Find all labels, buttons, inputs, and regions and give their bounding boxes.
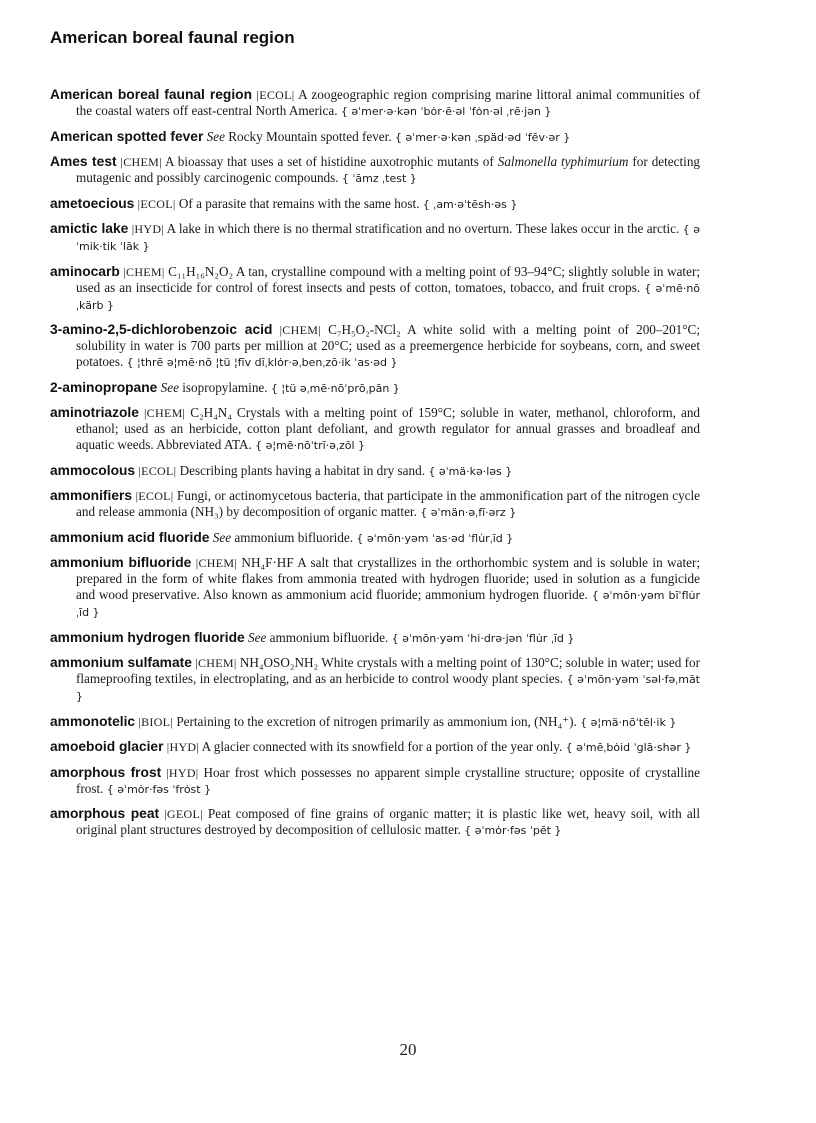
dictionary-entry (50, 630, 700, 647)
dictionary-entry (50, 714, 700, 731)
dictionary-entry (50, 806, 700, 839)
entry-pronunciation: { ˌam·əˈtēsh·əs } (422, 197, 518, 211)
entry-headword: ametoecious (50, 195, 135, 211)
entry-pronunciation: { əˈmōn·yəm ˈsəl·fəˌmāt } (76, 673, 700, 703)
dictionary-entry (50, 264, 700, 314)
entry-pronunciation: { ¦thrē ə¦mē·nō ¦tü ¦fīv dīˌklȯr·əˌbenˌzō·ik ˈas·əd } (126, 356, 398, 369)
dictionary-entry (50, 87, 700, 120)
dictionary-entry (50, 221, 700, 255)
entry-headword: amictic lake (50, 221, 129, 236)
entry-category: |ECOL| (135, 489, 174, 503)
entry-category: |CHEM| (279, 323, 321, 337)
entry-category: |GEOL| (164, 807, 203, 821)
entry-category: |CHEM| (123, 264, 165, 279)
dictionary-entry (50, 530, 700, 547)
entry-pronunciation: { ə¦mä·nōˈtēl·ik } (580, 715, 677, 729)
entry-headword: ammonotelic (50, 713, 136, 729)
entry-headword: ammonium bifluoride (50, 555, 192, 570)
dictionary-entry (50, 765, 700, 798)
entry-category: |HYD| (166, 740, 200, 754)
entry-pronunciation: { əˈmä·kə·ləs } (428, 464, 513, 478)
dictionary-entry (50, 463, 700, 480)
entry-definition: A lake in which there is no thermal stratification and no overturn. These lakes occur in the arctic. (166, 221, 680, 236)
entry-definition: A zoogeographic region comprising marine littoral animal communities of the coastal waters off east-central North America. (76, 87, 701, 118)
running-head: American boreal faunal region (50, 28, 295, 47)
entry-definition: A bioassay that uses a set of histidine auxotrophic mutants of (165, 154, 494, 169)
dictionary-entry (50, 380, 700, 397)
entry-definition: Describing plants having a habitat in dry sand. (179, 462, 426, 478)
entry-italic-text: See (160, 379, 179, 395)
entry-headword: 2-aminopropane (50, 379, 158, 395)
entry-definition: Pertaining to the excretion of nitrogen primarily as ammonium ion, (NH₄⁺). (176, 713, 577, 729)
entry-category: |ECOL| (137, 196, 176, 211)
entry-headword: Ames test (50, 154, 117, 169)
entry-definition-cont: ammonium bifluoride. (269, 629, 389, 645)
entry-definition: NH₄OSO₂NH₂ White crystals with a melting point of 130°C; soluble in water; used for flameproofing textiles, in electroplating, and as an herbicide to control woody plant species. (76, 655, 701, 686)
entry-pronunciation: { əˈmēˌbȯid ˈglā·shər } (565, 741, 692, 754)
entry-italic-text: See (206, 128, 225, 144)
entry-headword: American boreal faunal region (50, 87, 253, 102)
entry-category: |ECOL| (256, 88, 295, 102)
entry-pronunciation: { əˈmȯr·fəs ˈfrȯst } (106, 782, 212, 796)
entry-headword: aminotriazole (50, 405, 139, 420)
dictionary-entry (50, 129, 700, 146)
entry-pronunciation: { əˈmȯr·fəs ˈpēt } (464, 824, 562, 837)
entry-definition: A glacier connected with its snowfield for a portion of the year only. (201, 739, 563, 754)
entry-definition: C₂H₄N₄ Crystals with a melting point of 159°C; soluble in water, methanol, chloroform, and ethanol; used as an herbicide, cotton plant defoliant, and growth regulator for annual grasses and broadleaf and aquatic weeds. Abbreviated ATA. (76, 405, 701, 452)
entry-headword: ammonium sulfamate (50, 655, 192, 670)
entry-headword: amorphous peat (50, 806, 160, 821)
entry-definition: NH₄F·HF A salt that crystallizes in the orthorhombic system and is soluble in water; prepared in the form of white flakes from ammonia treated with hydrogen fluoride; used in solution as a fungicide and wood preservative. Also known as ammonium acid fluoride; ammonium hydrogen fluoride. (76, 555, 701, 602)
dictionary-entries (50, 87, 700, 848)
entry-pronunciation: { əˈmer·ə·kən ˈbȯr·ē·əl ˈfȯn·əl ˌrē·jən } (340, 105, 552, 118)
entry-definition: Peat composed of fine grains of organic matter; it is plastic like wet, heavy soil, with all original plant structures destroyed by decomposition of cellulosic matter. (76, 806, 701, 837)
entry-pronunciation: { əˈmē·nōˌkärb } (76, 281, 701, 312)
entry-definition-cont: Rocky Mountain spotted fever. (228, 128, 392, 144)
dictionary-entry (50, 196, 700, 213)
page-number: 20 (399, 1040, 417, 1059)
entry-category: |BIOL| (138, 714, 174, 729)
entry-category: |CHEM| (195, 556, 238, 570)
entry-definition-cont: ammonium bifluoride. (234, 529, 354, 545)
dictionary-entry (50, 655, 700, 705)
entry-headword: aminocarb (50, 263, 120, 279)
entry-headword: ammonium hydrogen fluoride (50, 629, 245, 645)
dictionary-entry (50, 488, 700, 521)
entry-italic-text: See (212, 529, 232, 545)
entry-pronunciation: { ¦tü əˌmē·nōˈprōˌpān } (270, 381, 400, 395)
dictionary-entry (50, 405, 700, 454)
entry-pronunciation: { ˈāmz ˌtest } (341, 172, 417, 185)
entry-category: |CHEM| (120, 155, 162, 169)
entry-definition: C₁₁H₁₆N₂O₂ A tan, crystalline compound with a melting point of 93–94°C; slightly soluble in water; used as an insecticide for control of forest insects and pests of cotton, tomatoes, tobacco, and fruit crops. (76, 263, 700, 295)
entry-pronunciation: { əˈmer·ə·kən ˌspäd·əd ˈfēv·ər } (394, 130, 571, 144)
entry-definition: Of a parasite that remains with the same host. (178, 195, 420, 211)
entry-category: |CHEM| (195, 656, 237, 670)
entry-pronunciation: { əˈmōn·yəm ˈas·əd ˈflu̇rˌīd } (356, 531, 514, 545)
entry-category: |CHEM| (143, 406, 186, 420)
entry-italic-text: Salmonella typhimurium (497, 154, 629, 169)
entry-headword: 3-amino-2,5-dichlorobenzoic acid (50, 322, 273, 337)
entry-italic-text: See (248, 629, 267, 645)
entry-definition-cont: isopropylamine. (182, 379, 268, 395)
entry-headword: ammonium acid fluoride (50, 529, 210, 545)
entry-definition: Fungi, or actinomycetous bacteria, that participate in the ammonification part of the nitrogen cycle and release ammonia (NH₃) by decomposition of organic matter. (76, 488, 701, 519)
entry-headword: American spotted fever (50, 128, 204, 144)
entry-category: |ECOL| (138, 463, 177, 478)
entry-pronunciation: { əˈmik·tik ˈlāk } (76, 223, 700, 253)
entry-pronunciation: { ə¦mē·nōˈtrī·əˌzōl } (255, 439, 366, 452)
entry-definition: C₇H₅O₂-NCl₂ A white solid with a melting point of 200–201°C; solubility in water is 700 parts per million at 20°C; used as a preemergence herbicide for soybeans, corn, and sweet potatoes. (76, 322, 701, 369)
dictionary-entry (50, 739, 700, 756)
entry-definition-cont: for detecting mutagenic and possibly carcinogenic compounds. (76, 154, 701, 185)
entry-category: |HYD| (131, 222, 164, 236)
entry-headword: amoeboid glacier (50, 739, 164, 754)
dictionary-entry (50, 322, 700, 371)
entry-pronunciation: { əˈmōn·yəm ˈhi·drə·jən ˈflu̇r ˌīd } (391, 631, 575, 645)
entry-headword: amorphous frost (50, 764, 162, 780)
entry-headword: ammonifiers (50, 488, 133, 503)
entry-category: |HYD| (166, 765, 199, 780)
entry-headword: ammocolous (50, 462, 136, 478)
dictionary-entry (50, 555, 700, 621)
dictionary-entry (50, 154, 700, 187)
entry-pronunciation: { əˈmän·əˌfī·ərz } (420, 506, 517, 519)
entry-pronunciation: { əˈmōn·yəm bīˈflu̇rˌīd } (76, 589, 700, 619)
entry-definition: Hoar frost which possesses no apparent simple crystalline structure; opposite of crystalline frost. (76, 764, 701, 796)
